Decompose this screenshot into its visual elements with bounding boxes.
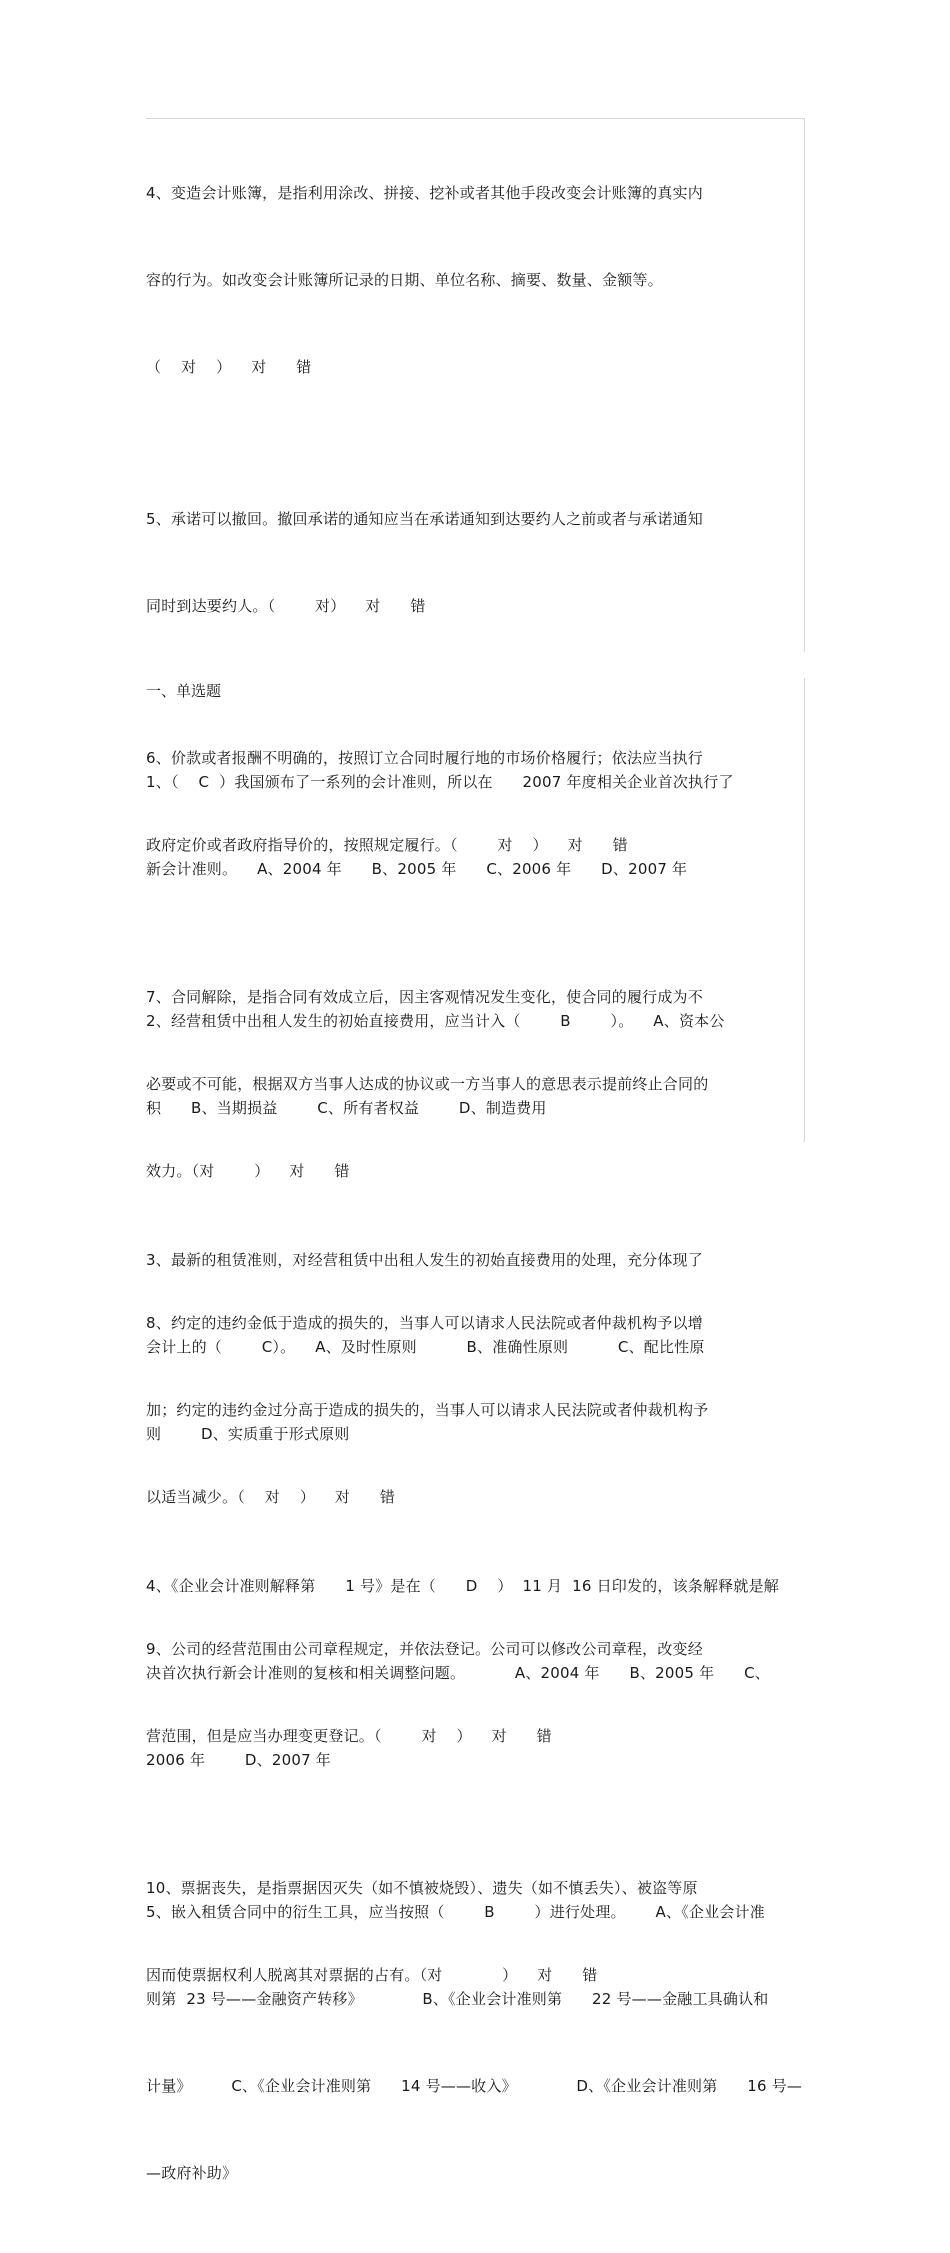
options-line: —政府补助》 <box>146 2164 238 2182</box>
options-line: 2006 年 D、2007 年 <box>146 1751 331 1769</box>
question-line: 10、票据丧失，是指票据因灭失（如不慎被烧毁）、遗失（如不慎丢失）、被盗等原 <box>146 1879 698 1897</box>
answer-line: 营范围，但是应当办理变更登记。（ 对 ） 对 错 <box>146 1727 552 1745</box>
question-line: 2、经营租赁中出租人发生的初始直接费用，应当计入（ B ）。 A、资本公 <box>146 1012 725 1030</box>
options-line: 积 B、当期损益 C、所有者权益 D、制造费用 <box>146 1099 547 1117</box>
answer-line: 因而使票据权利人脱离其对票据的占有。（对 ） 对 错 <box>146 1966 598 1984</box>
options-line: 则第 23 号——金融资产转移》 B、《企业会计准则第 22 号——金融工具确认和 <box>146 1990 769 2008</box>
right-frame-line-upper <box>804 118 805 652</box>
question-line: 6、价款或者报酬不明确的，按照订立合同时履行地的市场价格履行；依法应当执行 <box>146 749 703 767</box>
question-line: 4、变造会计账簿，是指利用涂改、拼接、挖补或者其他手段改变会计账簿的真实内 <box>146 184 703 202</box>
section-heading: 一、单选题 <box>146 682 222 700</box>
right-frame-line-lower <box>804 678 805 1142</box>
options-line: 则 D、实质重于形式原则 <box>146 1425 350 1443</box>
question-line: 5、嵌入租赁合同中的衍生工具，应当按照（ B ）进行处理。 A、《企业会计准 <box>146 1903 765 1921</box>
mc-question-2 <box>146 949 796 1181</box>
single-choice-section <box>146 677 803 2253</box>
question-line: 5、承诺可以撤回。撤回承诺的通知应当在承诺通知到达要约人之前或者与承诺通知 <box>146 510 703 528</box>
answer-line: （ 对 ） 对 错 <box>146 358 312 376</box>
mc-question-3 <box>146 1188 796 1507</box>
question-line: 9、公司的经营范围由公司章程规定，并依法登记。公司可以修改公司章程，改变经 <box>146 1640 703 1658</box>
question-line: 必要或不可能，根据双方当事人达成的协议或一方当事人的意思表示提前终止合同的 <box>146 1075 709 1093</box>
mc-question-5 <box>146 1840 803 2246</box>
answer-line: 以适当减少。（ 对 ） 对 错 <box>146 1488 396 1506</box>
question-line: 加；约定的违约金过分高于造成的损失的，当事人可以请求人民法院或者仲裁机构予 <box>146 1401 709 1419</box>
mc-question-4 <box>146 1514 796 1833</box>
question-line: 4、《企业会计准则解释第 1 号》是在（ D ） 11 月 16 日印发的，该条解释就是解 <box>146 1577 779 1595</box>
question-line: 容的行为。如改变会计账簿所记录的日期、单位名称、摘要、数量、金额等。 <box>146 271 663 289</box>
question-line: 7、合同解除，是指合同有效成立后，因主客观情况发生变化，使合同的履行成为不 <box>146 988 703 1006</box>
top-frame-line <box>146 118 805 119</box>
answer-line: 同时到达要约人。（ 对） 对 错 <box>146 597 426 615</box>
answer-line: 效力。（对 ） 对 错 <box>146 1162 350 1180</box>
answer-line: 政府定价或者政府指导价的，按照规定履行。（ 对 ） 对 错 <box>146 836 628 854</box>
tf-question-5 <box>146 447 796 679</box>
question-line: 3、最新的租赁准则，对经营租赁中出租人发生的初始直接费用的处理，充分体现了 <box>146 1251 703 1269</box>
question-line: 1、（ C ）我国颁布了一系列的会计准则，所以在 2007 年度相关企业首次执行了 <box>146 773 734 791</box>
options-line: 新会计准则。 A、2004 年 B、2005 年 C、2006 年 D、2007 年 <box>146 860 688 878</box>
question-line: 8、约定的违约金低于造成的损失的，当事人可以请求人民法院或者仲裁机构予以增 <box>146 1314 703 1332</box>
options-line: 会计上的（ C）。 A、及时性原则 B、准确性原则 C、配比性原 <box>146 1338 705 1356</box>
mc-question-1 <box>146 710 796 942</box>
tf-question-4 <box>146 121 796 440</box>
options-line: 决首次执行新会计准则的复核和相关调整问题。 A、2004 年 B、2005 年 C、 <box>146 1664 771 1682</box>
options-line: 计量》 C、《企业会计准则第 14 号——收入》 D、《企业会计准则第 16 号— <box>146 2077 803 2095</box>
